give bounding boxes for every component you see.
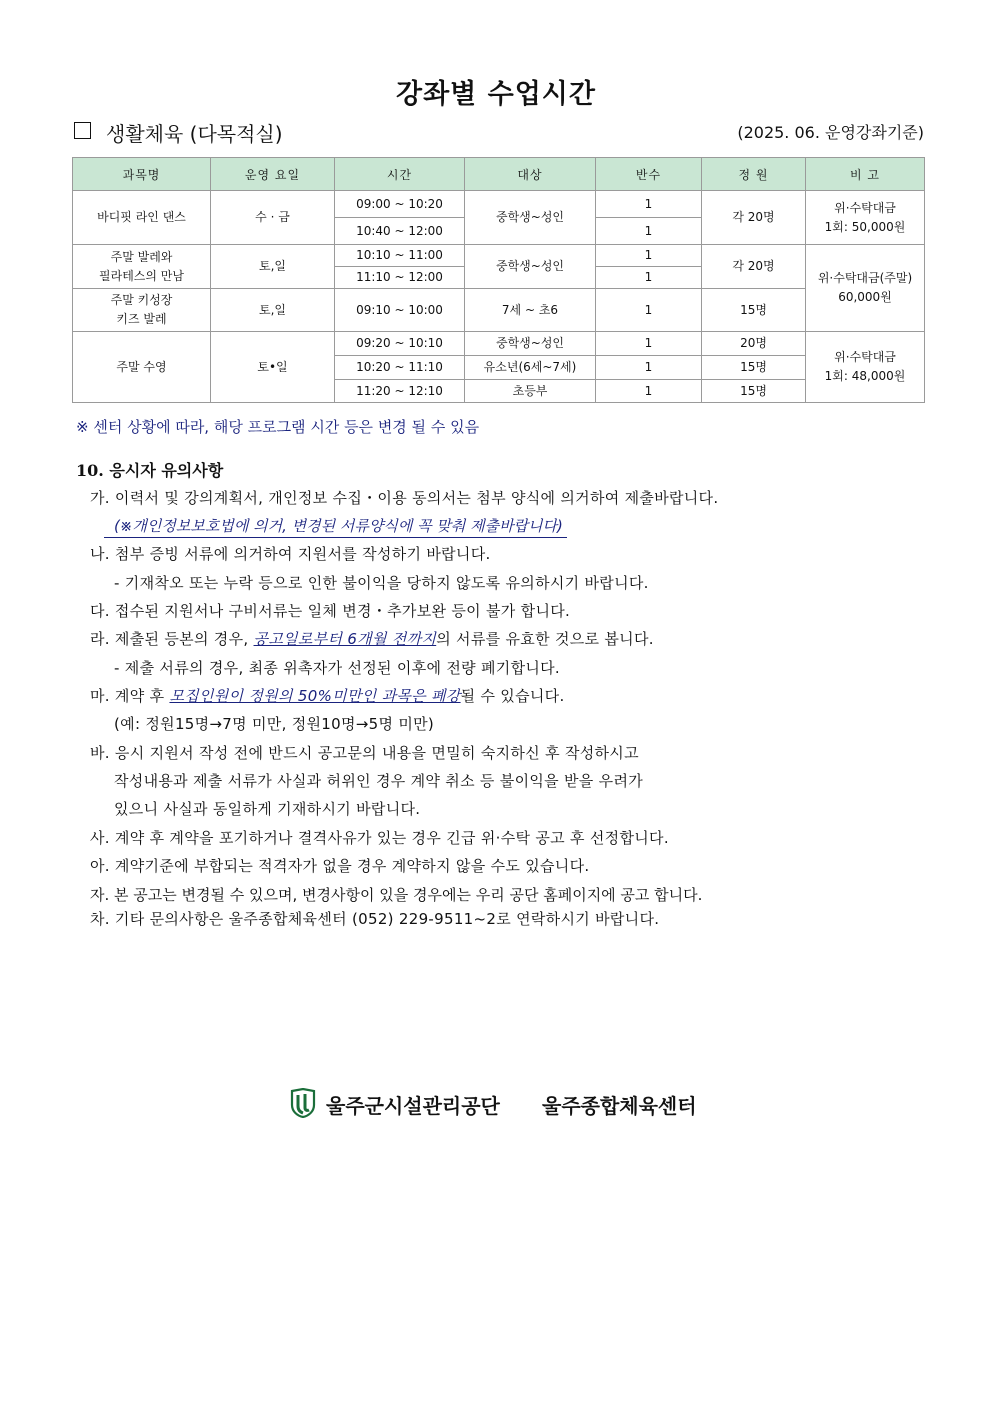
item-na: 나. 첨부 증빙 서류에 의거하여 지원서를 작성하기 바랍니다. [90,545,491,563]
item-ma-sub: (예: 정원15명→7명 미만, 정원10명→5명 미만) [114,715,435,733]
checkbox-icon [74,122,91,139]
cell-note [806,191,925,245]
item-ja: 자. 본 공고는 변경될 수 있으며, 변경사항이 있을 경우에는 우리 공단 홈페이지에 공고 합니다. [90,886,703,904]
cell-time: 10:40 ~ 12:00 [335,218,465,245]
item-ra-text-end: 의 서류를 유효한 것으로 봅니다. [436,630,654,648]
item-ra-text: 라. 제출된 등본의 경우, [90,630,254,648]
cell-classes: 1 [596,380,702,403]
item-ga-note: (※개인정보보호법에 의거, 변경된 서류양식에 꼭 맞춰 제출바랍니다) [104,515,567,538]
item-ma-emphasis: 모집인원이 정원의 50%미만인 과목은 폐강 [169,687,461,705]
cell-capacity: 15명 [702,356,806,380]
cell-classes: 1 [596,356,702,380]
item-ba-cont: 작성내용과 제출 서류가 사실과 허위인 경우 계약 취소 등 불이익을 받을 우려가 [114,772,644,790]
cell-classes: 1 [596,218,702,245]
cell-target: 7세 ~ 초6 [465,289,596,332]
note-line: 1회: 50,000원 [824,219,906,234]
item-ra [90,628,654,649]
table-header-row [73,158,925,191]
table-row [73,191,925,218]
cell-subject: 주말 수영 [73,332,211,403]
item-cha: 차. 기타 문의사항은 울주종합체육센터 (052) 229-9511~2로 연락하시기 바랍니다. [90,910,660,928]
ulju-logo-icon [290,1088,316,1118]
cell-capacity: 20명 [702,332,806,356]
section-basis: (2025. 06. 운영강좌기준) [737,123,924,142]
cell-classes: 1 [596,267,702,289]
cell-classes: 1 [596,332,702,356]
note-line: 위·수탁대금(주말) [817,271,913,286]
footer-center-name: 울주종합체육센터 [542,1094,697,1118]
header-capacity: 정 원 [702,158,806,191]
header-classes: 반수 [596,158,702,191]
section-header [74,118,924,148]
note-line: 위·수탁대금 [834,350,896,365]
item-ra-emphasis: 공고일로부터 6개월 전까지 [253,630,437,648]
note-line: 60,000원 [838,290,892,304]
subject-line: 키즈 발레 [116,312,167,326]
subject-line: 필라테스의 만남 [99,268,184,283]
section-10-heading: 10. 응시자 유의사항 [76,461,224,480]
cell-time: 09:10 ~ 10:00 [335,289,465,332]
cell-capacity: 15명 [702,380,806,403]
cell-target: 중학생~성인 [465,191,596,245]
item-ba: 바. 응시 지원서 작성 전에 반드시 공고문의 내용을 면밀히 숙지하신 후 작성하시고 [90,744,639,762]
cell-note [806,245,925,332]
header-note: 비 고 [806,158,925,191]
cell-time: 09:20 ~ 10:10 [335,332,465,356]
schedule-table [72,157,925,403]
cell-target: 유소년(6세~7세) [465,356,596,380]
header-target: 대상 [465,158,596,191]
table-row [73,245,925,267]
item-a: 아. 계약기준에 부합되는 적격자가 없을 경우 계약하지 않을 수도 있습니다. [90,857,590,875]
cell-days: 수 · 금 [211,191,335,245]
note-line: 위·수탁대금 [834,200,896,215]
item-ma-text-end: 될 수 있습니다. [460,687,565,705]
cell-time: 11:20 ~ 12:10 [335,380,465,403]
cell-subject: 바디핏 라인 댄스 [73,191,211,245]
cell-subject [73,289,211,332]
cell-note [806,332,925,403]
cell-time: 09:00 ~ 10:20 [335,191,465,218]
item-ba-cont: 있으니 사실과 동일하게 기재하시기 바랍니다. [114,800,421,818]
page-title: 강좌별 수업시간 [396,79,596,110]
header-time: 시간 [335,158,465,191]
footer-org-name: 울주군시설관리공단 [326,1094,500,1118]
cell-time: 10:20 ~ 11:10 [335,356,465,380]
cell-subject [73,245,211,289]
cell-capacity: 15명 [702,289,806,332]
header-subject: 과목명 [73,158,211,191]
cell-target: 초등부 [465,380,596,403]
item-ga: 가. 이력서 및 강의계획서, 개인정보 수집・이용 동의서는 첨부 양식에 의거하여 제출바랍니다. [90,489,719,507]
cell-capacity: 각 20명 [702,191,806,245]
note-line: 1회: 48,000원 [824,369,906,383]
table-row [73,289,925,332]
item-ra-sub: - 제출 서류의 경우, 최종 위촉자가 선정된 이후에 전량 폐기합니다. [114,659,561,677]
subject-line: 주말 발레와 [110,249,173,264]
cell-capacity: 각 20명 [702,245,806,289]
section-title: 생활체육 (다목적실) [106,122,283,146]
item-da: 다. 접수된 지원서나 구비서류는 일체 변경・추가보완 등이 불가 합니다. [90,602,571,620]
cell-classes: 1 [596,191,702,218]
item-ma-text: 마. 계약 후 [90,687,170,705]
table-row [73,332,925,356]
cell-target: 중학생~성인 [465,332,596,356]
cell-days: 토,일 [211,289,335,332]
cell-classes: 1 [596,289,702,332]
cell-time: 10:10 ~ 11:00 [335,245,465,267]
cell-target: 중학생~성인 [465,245,596,289]
subject-line: 주말 키성장 [110,293,173,308]
item-sa: 사. 계약 후 계약을 포기하거나 결격사유가 있는 경우 긴급 위·수탁 공고 후 선정합니다. [90,829,669,847]
cell-days: 토•일 [211,332,335,403]
header-days: 운영 요일 [211,158,335,191]
cell-days: 토,일 [211,245,335,289]
item-na-sub: - 기재착오 또는 누락 등으로 인한 불이익을 당하지 않도록 유의하시기 바랍니다. [114,574,649,592]
cell-classes: 1 [596,245,702,267]
item-ma [90,685,565,706]
cell-time: 11:10 ~ 12:00 [335,267,465,289]
notice-text: ※ 센터 상황에 따라, 해당 프로그램 시간 등은 변경 될 수 있음 [76,418,480,436]
